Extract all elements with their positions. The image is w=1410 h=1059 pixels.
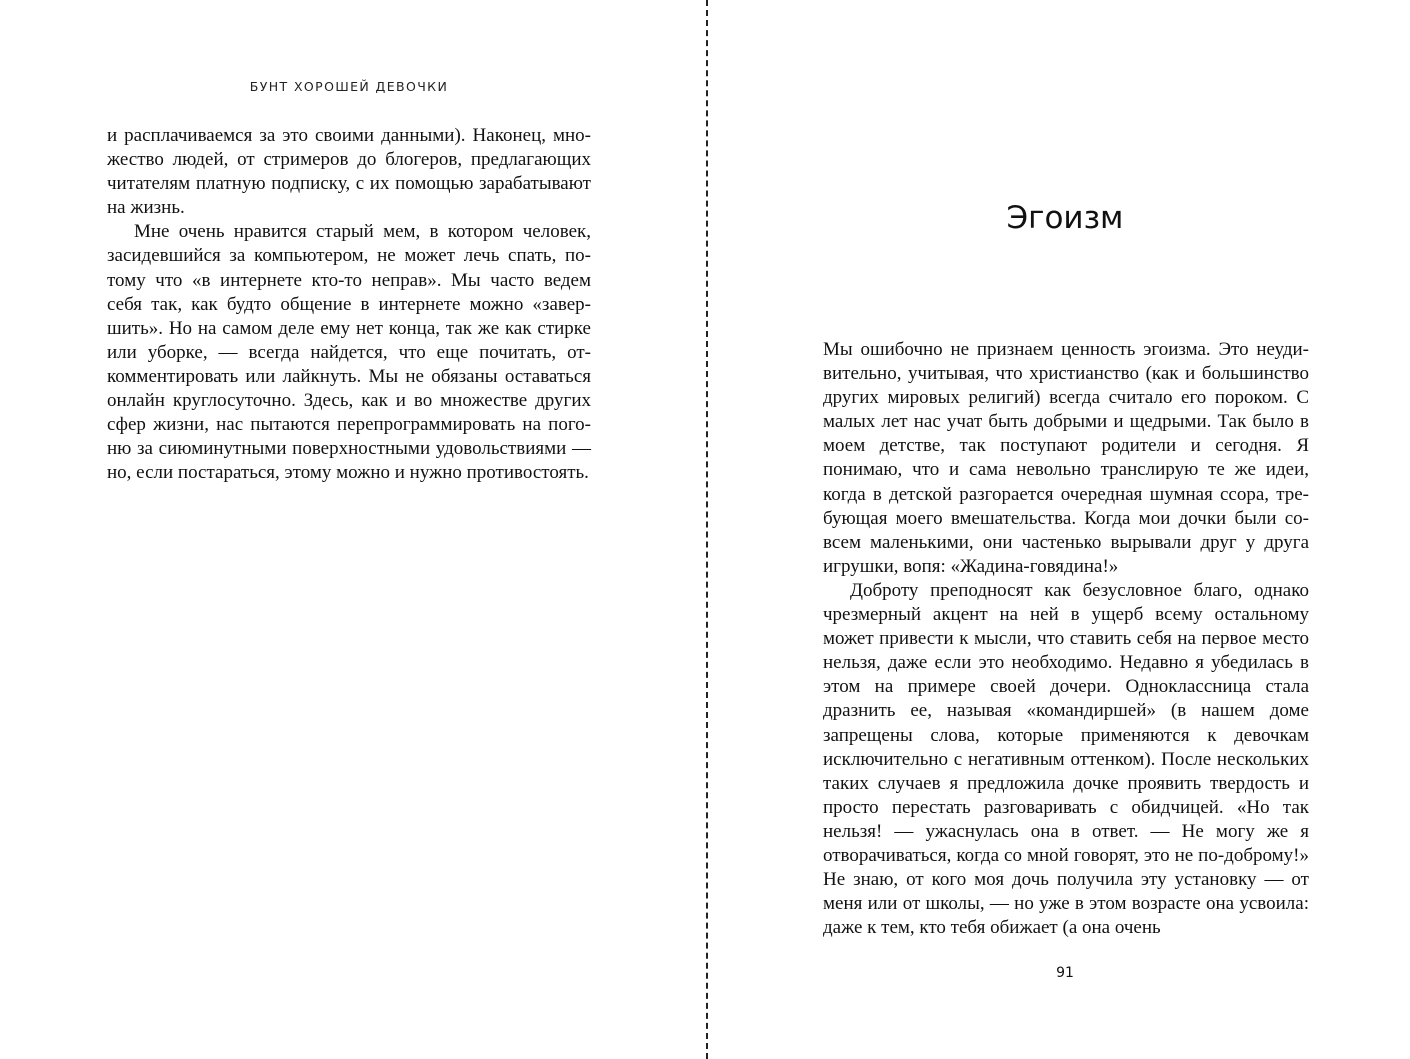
- paragraph: Мы ошибочно не признаем ценность эгоизма. Это неудивительно, учитывая, что христианство (как и большинство других мировых религий) всегда считало его пороком. С малых лет нас учат быть добрыми и щедрыми. Так было в моем детстве, так поступают родители и сегодня. Я понимаю, что и сама невольно транслирую те же идеи, когда в детской разгорается очередная шумная ссора, требующая моего вмешательства. Когда мои дочки были совсем маленькими, они частенько вырывали друг у друга игрушки, вопя: «Жадина-говядина!»: [823, 339, 1309, 577]
- paragraph: Мне очень нравится старый мем, в котором человек, засидевшийся за компьютером, не может лечь спать, потому что «в интернете кто-то неправ». Мы часто ведем себя так, как будто общение в интернете можно «завершить». Но на самом деле ему нет конца, так же как стирке или уборке, — всегда найдется, что еще почитать, откомментировать или лайкнуть. Мы не обязаны оставаться онлайн круглосуточно. Здесь, как и во множестве других сфер жизни, нас пытаются перепрограммировать на погоню за сиюминутными поверхностными удовольствиями — но, если постараться, этому можно и нужно противостоять.: [107, 221, 591, 484]
- paragraph: и расплачиваемся за это своими данными). Наконец, множество людей, от стримеров до блогеров, предлагающих читателям платную подписку, с их помощью зарабатывают на жизнь.: [107, 125, 591, 219]
- paragraph: Доброту преподносят как безусловное благо, однако чрезмерный акцент на ней в ущерб всему остальному может привести к мысли, что ставить себя на первое место нельзя, даже если это необходимо. Недавно я убедилась в этом на примере своей дочери. Одноклассница стала дразнить ее, называя «командиршей» (в нашем доме запрещены слова, которые применяются к девочкам исключительно с негативным оттенком). После нескольких таких случаев я предложила дочке проявить твердость и просто перестать разговаривать с обидчицей. «Но так нельзя! — ужаснулась она в ответ. — Не могу же я отворачиваться, когда со мной говорят, это не по-доброму!» Не знаю, от кого моя дочь получила эту установку — от меня или от школы, — но уже в этом возрасте она усвоила: даже к тем, кто тебя обижает (а она очень: [823, 579, 1309, 939]
- right-page: [708, 0, 1410, 1059]
- chapter-title: Эгоизм: [1006, 200, 1124, 236]
- page-number: 91: [1056, 965, 1074, 981]
- running-head: БУНТ ХОРОШЕЙ ДЕВОЧКИ: [249, 79, 449, 94]
- right-body-text: [823, 338, 1309, 940]
- left-body-text: [107, 124, 591, 485]
